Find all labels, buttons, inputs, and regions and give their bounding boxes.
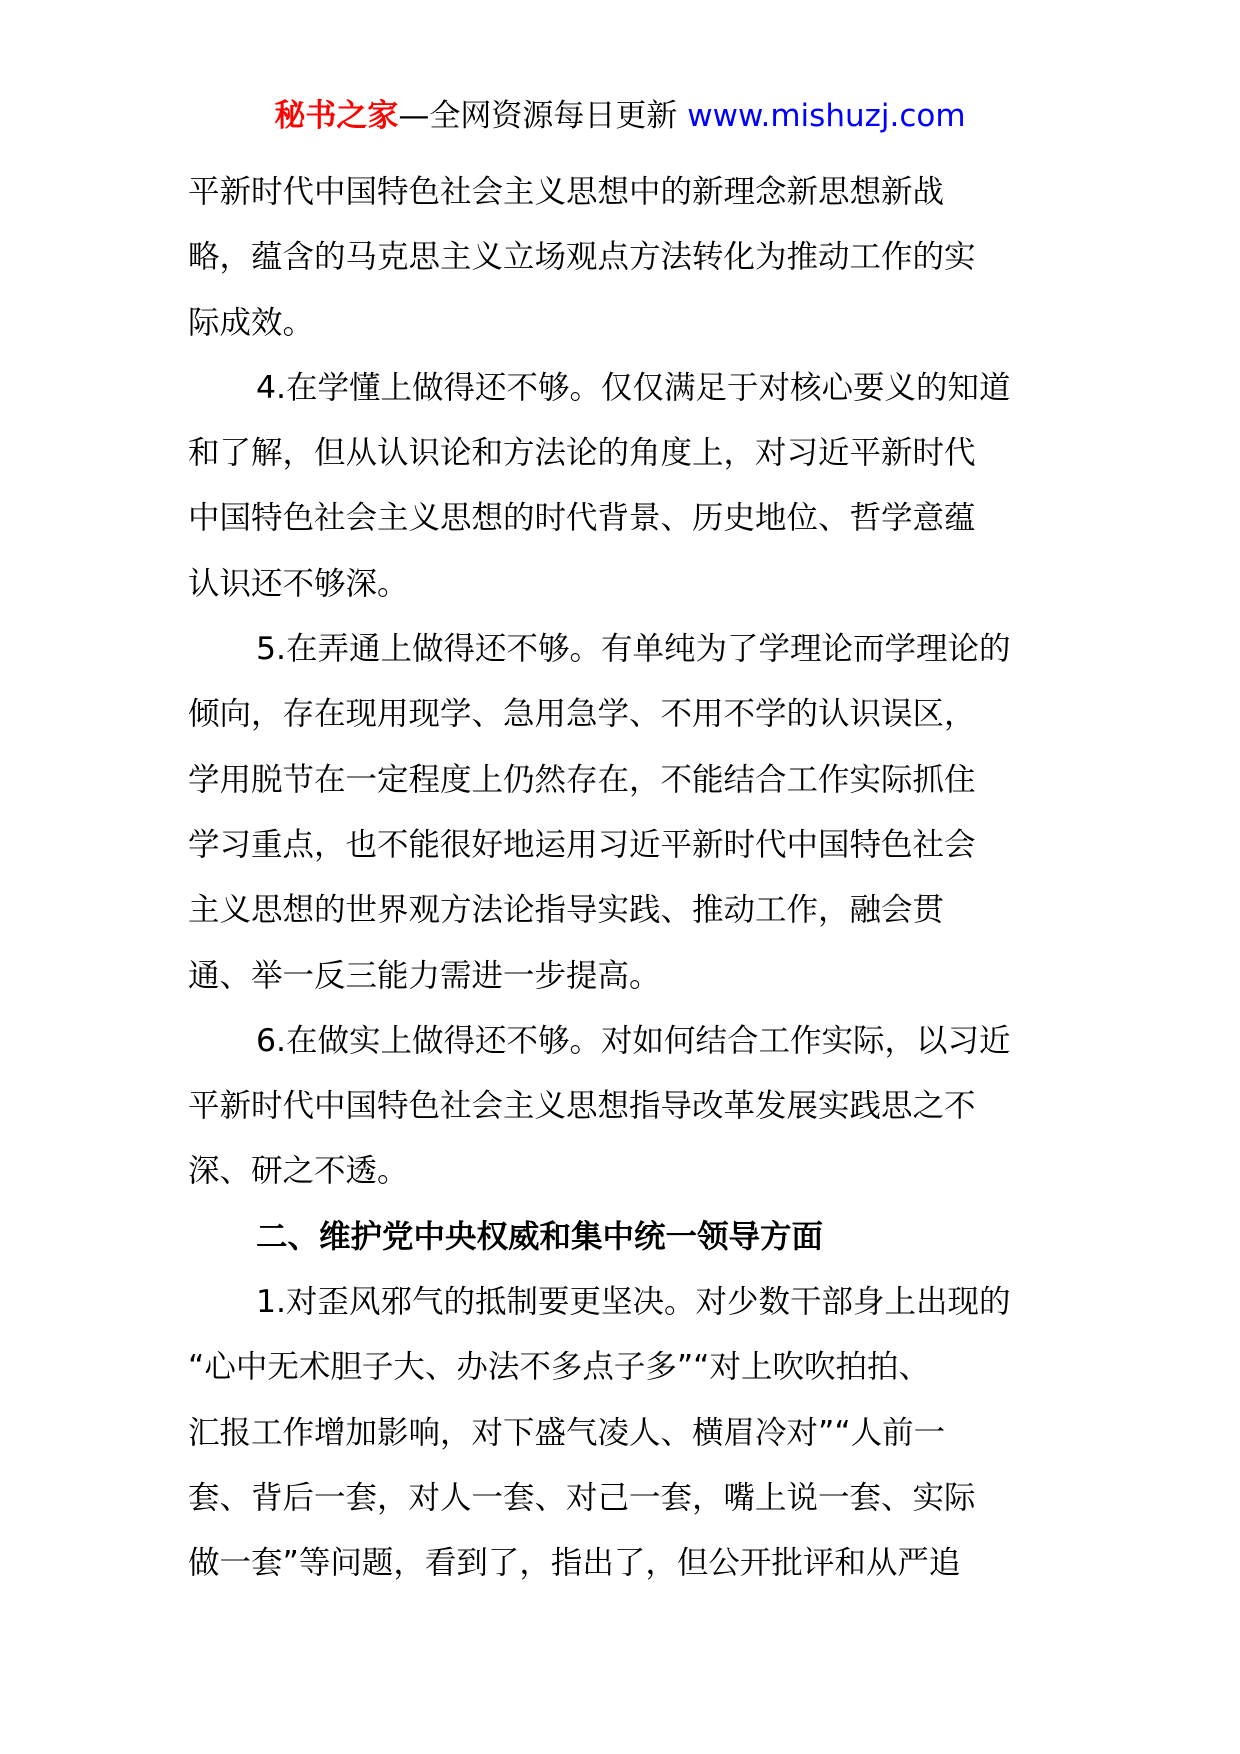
body-line: 汇报工作增加影响，对下盛气凌人、横眉冷对”“人前一 (188, 1414, 946, 1451)
header-brand: 秘书之家 (274, 98, 399, 134)
body-line: 倾向，存在现用现学、急用急学、不用不学的认识误区， (188, 696, 976, 733)
page-header (0, 96, 1240, 136)
body-line: 学用脱节在一定程度上仍然存在，不能结合工作实际抓住 (188, 761, 976, 798)
header-url-link[interactable]: www.mishuzj.com (687, 98, 966, 134)
body-line: 学习重点，也不能很好地运用习近平新时代中国特色社会 (188, 826, 976, 863)
body-line: 略，蕴含的马克思主义立场观点方法转化为推动工作的实 (188, 239, 976, 276)
paragraph-4-start: 4.在学懂上做得还不够。仅仅满足于对核心要义的知道 (256, 369, 1011, 406)
body-line: 和了解，但从认识论和方法论的角度上，对习近平新时代 (188, 435, 976, 472)
header-tagline: —全网资源每日更新 (398, 98, 688, 134)
section-heading: 二、维护党中央权威和集中统一领导方面 (256, 1218, 824, 1255)
paragraph-5-start: 5.在弄通上做得还不够。有单纯为了学理论而学理论的 (256, 631, 1011, 668)
body-line: 深、研之不透。 (188, 1153, 409, 1190)
body-line: 认识还不够深。 (188, 565, 409, 602)
document-body (188, 160, 1058, 1597)
body-line: “心中无术胆子大、办法不多点子多”“对上吹吹拍拍、 (188, 1349, 930, 1386)
body-line: 平新时代中国特色社会主义思想指导改革发展实践思之不 (188, 1088, 976, 1125)
body-line: 中国特色社会主义思想的时代背景、历史地位、哲学意蕴 (188, 500, 976, 537)
body-line: 通、举一反三能力需进一步提高。 (188, 957, 661, 994)
paragraph-1-start: 1.对歪风邪气的抵制要更坚决。对少数干部身上出现的 (256, 1284, 1011, 1321)
body-line: 主义思想的世界观方法论指导实践、推动工作，融会贯 (188, 892, 945, 929)
paragraph-6-start: 6.在做实上做得还不够。对如何结合工作实际，以习近 (256, 1022, 1011, 1059)
body-line: 套、背后一套，对人一套、对己一套，嘴上说一套、实际 (188, 1479, 976, 1516)
body-line: 做一套”等问题，看到了，指出了，但公开批评和从严追 (188, 1545, 961, 1582)
body-line: 平新时代中国特色社会主义思想中的新理念新思想新战 (188, 174, 945, 210)
body-line: 际成效。 (188, 304, 315, 341)
